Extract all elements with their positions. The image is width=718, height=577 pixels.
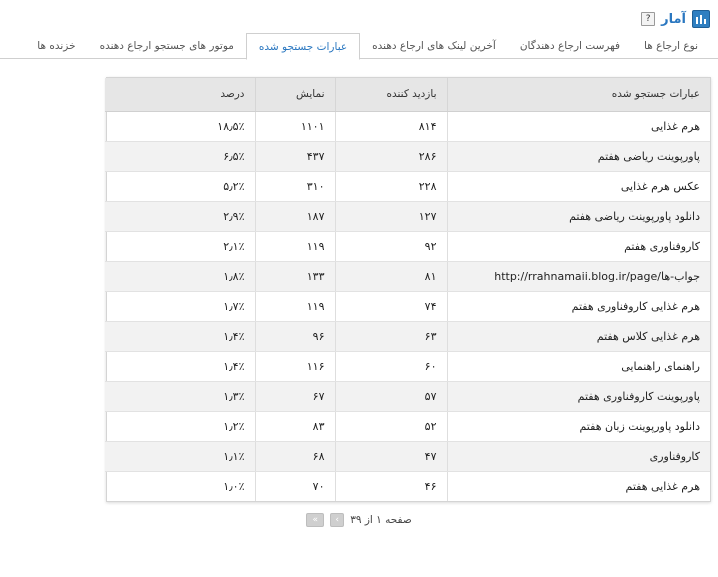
visitors-cell: ۵۷ — [335, 381, 447, 411]
visitors-cell: ۲۸۶ — [335, 141, 447, 171]
views-cell: ۴۳۷ — [255, 141, 335, 171]
percent-cell: ۱٫۲٪ — [105, 411, 255, 441]
visitors-cell: ۲۲۸ — [335, 171, 447, 201]
table-row — [105, 411, 710, 441]
last-page-button[interactable]: » — [306, 513, 324, 527]
search-phrase-cell: http://rrahnamaii.blog.ir/page/جواب-ها — [447, 261, 710, 291]
table-row — [105, 471, 710, 501]
search-phrase-cell: هرم غذایی هفتم — [447, 471, 710, 501]
search-phrases-table — [106, 77, 711, 502]
search-phrase-cell: هرم غذایی کاروفناوری هفتم — [447, 291, 710, 321]
page-header — [641, 8, 710, 30]
pagination — [0, 513, 718, 527]
table-header-row — [105, 78, 710, 111]
visitors-cell: ۹۲ — [335, 231, 447, 261]
visitors-cell: ۴۷ — [335, 441, 447, 471]
search-phrase-cell: راهنمای راهنمایی — [447, 351, 710, 381]
views-cell: ۶۸ — [255, 441, 335, 471]
views-cell: ۱۸۷ — [255, 201, 335, 231]
table-row — [105, 171, 710, 201]
tab-referral-types[interactable]: نوع ارجاع ها — [644, 40, 698, 52]
percent-cell: ۵٫۲٪ — [105, 171, 255, 201]
visitors-cell: ۵۲ — [335, 411, 447, 441]
percent-cell: ۱٫۱٪ — [105, 441, 255, 471]
percent-cell: ۲٫۹٪ — [105, 201, 255, 231]
search-phrase-cell: پاورپوینت کاروفناوری هفتم — [447, 381, 710, 411]
views-cell: ۱۱۶ — [255, 351, 335, 381]
visitors-cell: ۶۳ — [335, 321, 447, 351]
percent-cell: ۱٫۰٪ — [223, 479, 245, 493]
percent-cell: ۱۸٫۵٪ — [105, 111, 255, 141]
page-indicator: صفحه ۱ از ۳۹ — [350, 514, 412, 526]
table-row — [105, 231, 710, 261]
percent-cell: ۱٫۳٪ — [105, 381, 255, 411]
search-phrase-cell: عکس هرم غذایی — [447, 171, 710, 201]
tab-search-phrases[interactable]: عبارات جستجو شده — [246, 33, 360, 60]
search-phrase-cell: هرم غذایی کلاس هفتم — [447, 321, 710, 351]
search-phrase-cell: دانلود پاورپوینت ریاضی هفتم — [447, 201, 710, 231]
visitors-cell: ۸۱ — [335, 261, 447, 291]
column-header-visitors: بازدید کننده — [335, 78, 447, 111]
views-cell: ۱۳۳ — [255, 261, 335, 291]
table-row — [105, 261, 710, 291]
views-cell: ۷۰ — [255, 471, 335, 501]
tab-search-engines[interactable]: موتور های جستجو ارجاع دهنده — [99, 40, 234, 52]
percent-cell: ۶٫۵٪ — [105, 141, 255, 171]
table-row — [105, 141, 710, 171]
column-header-views: نمایش — [255, 78, 335, 111]
column-header-phrase: عبارات جستجو شده — [447, 78, 710, 111]
tab-referrers-list[interactable]: فهرست ارجاع دهندگان — [519, 40, 621, 52]
table-row — [105, 381, 710, 411]
table-row — [105, 201, 710, 231]
bar-chart-icon — [692, 10, 710, 28]
views-cell: ۱۱۹ — [255, 291, 335, 321]
visitors-cell: ۷۴ — [335, 291, 447, 321]
search-phrase-cell: کاروفناوری هفتم — [447, 231, 710, 261]
search-phrase-cell: پاورپوینت ریاضی هفتم — [447, 141, 710, 171]
views-cell: ۱۱۹ — [255, 231, 335, 261]
tab-crawlers[interactable]: خزنده ها — [37, 40, 76, 52]
search-phrase-cell: کاروفناوری — [447, 441, 710, 471]
percent-cell: ۱٫۴٪ — [105, 351, 255, 381]
tab-latest-referrer-links[interactable]: آخرین لینک های ارجاع دهنده — [372, 40, 496, 52]
percent-cell: ۱٫۸٪ — [105, 261, 255, 291]
table-row — [105, 111, 710, 141]
views-cell: ۸۳ — [255, 411, 335, 441]
table-row — [105, 441, 710, 471]
visitors-cell: ۱۲۷ — [335, 201, 447, 231]
page-title: آمار — [661, 11, 686, 27]
next-page-button[interactable]: › — [330, 513, 344, 527]
table-row — [105, 321, 710, 351]
views-cell: ۶۷ — [255, 381, 335, 411]
visitors-cell: ۶۰ — [335, 351, 447, 381]
help-button[interactable]: ? — [641, 12, 655, 26]
table-row — [105, 351, 710, 381]
visitors-cell: ۴۶ — [335, 471, 447, 501]
views-cell: ۳۱۰ — [255, 171, 335, 201]
search-phrase-cell: هرم غذایی — [447, 111, 710, 141]
percent-cell: ۲٫۱٪ — [105, 231, 255, 261]
visitors-cell: ۸۱۴ — [335, 111, 447, 141]
views-cell: ۱۱۰۱ — [255, 111, 335, 141]
percent-cell: ۱٫۴٪ — [105, 321, 255, 351]
views-cell: ۹۶ — [255, 321, 335, 351]
tab-bar — [0, 33, 718, 59]
table-row — [105, 291, 710, 321]
column-header-percent: درصد — [105, 78, 255, 111]
percent-cell: ۱٫۷٪ — [105, 291, 255, 321]
search-phrase-cell: دانلود پاورپوینت زبان هفتم — [447, 411, 710, 441]
